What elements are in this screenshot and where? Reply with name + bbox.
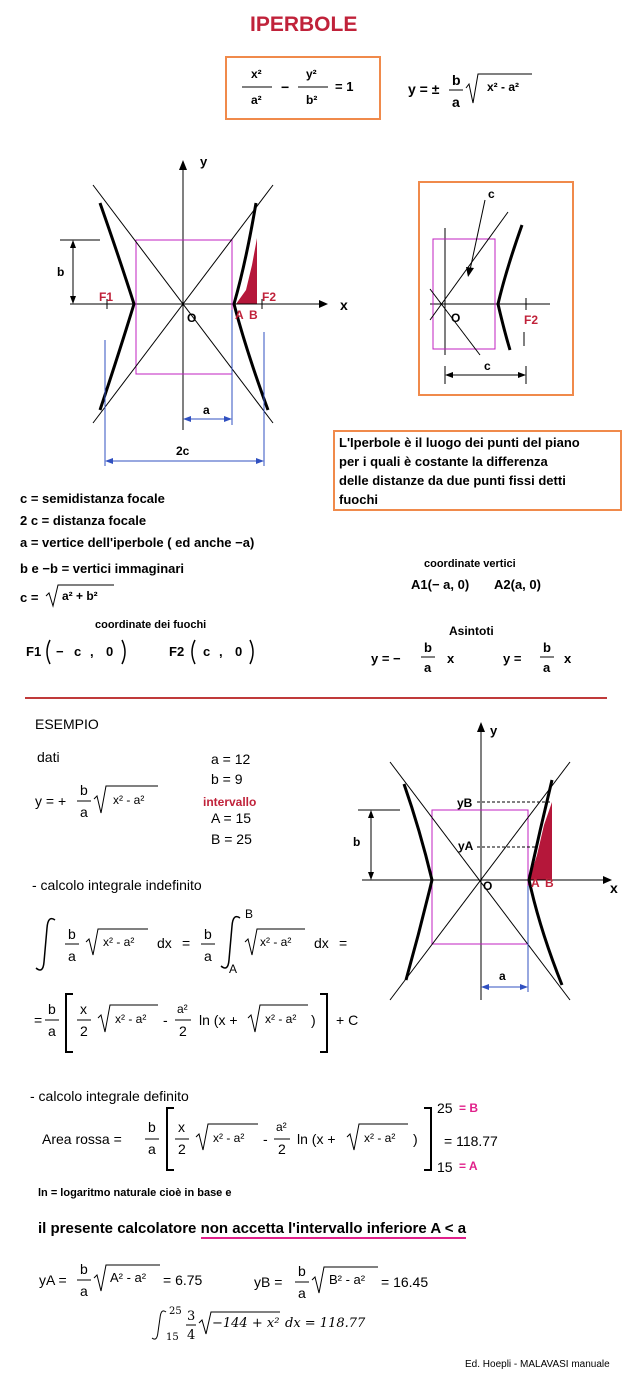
example-frac-a: a: [80, 804, 88, 820]
credit: Ed. Hoepli - MALAVASI manuale: [465, 1359, 610, 1370]
area-frac-a: a: [148, 1141, 156, 1157]
area-frac-b: b: [148, 1119, 156, 1135]
esempio-title: ESEMPIO: [35, 716, 99, 732]
asintoti-title: Asintoti: [449, 624, 494, 638]
check-lower: 15: [166, 1332, 179, 1343]
area-a2: a²: [276, 1120, 287, 1134]
yb-value: = 16.45: [381, 1274, 429, 1290]
area-2: 2: [178, 1141, 186, 1157]
primitive-eq: =: [34, 1012, 43, 1028]
focus-f2-c: c: [203, 644, 211, 659]
area-ln: ln (x +: [297, 1131, 336, 1147]
ya-frac-b: b: [80, 1261, 88, 1277]
indef-frac2-b: b: [204, 926, 212, 942]
fig3-ya-label: yA: [458, 839, 474, 853]
frac-b: b: [452, 72, 461, 88]
def-title: - calcolo integrale definito: [30, 1088, 189, 1104]
fig3-x-label: x: [610, 880, 618, 896]
asymptote-2-b: b: [543, 640, 551, 655]
y-pm: y = ±: [408, 81, 440, 97]
area-minus: -: [263, 1131, 268, 1147]
definition-line-4: fuochi: [339, 492, 378, 507]
A-value: A = 15: [211, 810, 252, 826]
indef-root: x² - a²: [103, 935, 135, 949]
fig3-a-point: A: [531, 876, 540, 890]
indef-lower-A: A: [229, 962, 238, 976]
lower-limit-label: = A: [459, 1159, 478, 1173]
primitive-frac-a: a: [48, 1023, 56, 1039]
indef-frac2-a: a: [204, 948, 212, 964]
fig3-origin: O: [483, 879, 493, 893]
fuochi-title: coordinate dei fuochi: [95, 619, 207, 631]
asymptote-2-x: x: [564, 651, 572, 666]
focus-f1-comma: ,: [90, 644, 94, 659]
vertici-title: coordinate vertici: [424, 558, 516, 570]
asymptote-1-x: x: [447, 651, 455, 666]
indef-eq2: =: [339, 935, 348, 951]
fig3-a-dim: a: [499, 969, 506, 983]
def-c: c = semidistanza focale: [20, 491, 165, 506]
fig1-a-dim: a: [203, 403, 210, 417]
lower-limit: 15: [437, 1159, 453, 1175]
frac-b2: b²: [306, 93, 318, 107]
definition-line-1: L'Iperbole è il luogo dei punti del piano: [339, 435, 580, 450]
primitive-paren: ): [311, 1012, 316, 1028]
asymptote-2-lhs: y =: [503, 651, 522, 666]
a-value: a = 12: [211, 751, 251, 767]
area-result: = 118.77: [444, 1133, 498, 1149]
asymptote-1-a: a: [424, 660, 432, 675]
primitive-2: 2: [80, 1023, 88, 1039]
primitive-plus-c: + C: [336, 1012, 359, 1028]
primitive-ln: ln (x +: [199, 1012, 238, 1028]
indef-dx: dx: [157, 935, 172, 951]
frac-a: a: [452, 94, 460, 110]
fig1-origin-label: O: [187, 311, 197, 325]
yb-root: B² - a²: [329, 1272, 366, 1287]
def-c-eq: c =: [20, 590, 39, 605]
ya-value: = 6.75: [163, 1272, 203, 1288]
fig3-b-point: B: [545, 876, 554, 890]
area-paren: ): [413, 1131, 418, 1147]
primitive-x: x: [80, 1001, 87, 1017]
fig1-a-point: A: [235, 308, 244, 322]
primitive-a2: a²: [177, 1002, 188, 1016]
indef-title: - calcolo integrale indefinito: [32, 877, 202, 893]
ln-note: ln = logaritmo naturale cioè in base e: [38, 1187, 232, 1199]
fig2-f2: F2: [524, 313, 539, 327]
primitive-frac-b: b: [48, 1001, 56, 1017]
fig1-b-point: B: [249, 308, 258, 322]
indef-eq: =: [182, 935, 191, 951]
ya-frac-a: a: [80, 1283, 88, 1299]
indef-frac-b: b: [68, 926, 76, 942]
B-value: B = 25: [211, 831, 252, 847]
area-2b: 2: [278, 1141, 286, 1157]
indef-upper-B: B: [245, 907, 254, 921]
primitive-2b: 2: [179, 1023, 187, 1039]
def-b: b e −b = vertici immaginari: [20, 561, 185, 576]
fig1-f1-label: F1: [99, 290, 114, 304]
fig1-x-label: x: [340, 297, 348, 313]
focus-f1-minus: −: [56, 644, 64, 659]
fig2-origin: O: [451, 311, 461, 325]
frac-y2: y²: [306, 67, 317, 81]
vertex-a2: A2(a, 0): [494, 577, 541, 592]
frac-a2: a²: [251, 93, 262, 107]
def-2c: 2 c = distanza focale: [20, 513, 147, 528]
asymptote-2-a: a: [543, 660, 551, 675]
area-x: x: [178, 1119, 185, 1135]
indef-root2: x² - a²: [260, 935, 292, 949]
minus-sign: −: [281, 79, 290, 95]
yb-label: yB =: [254, 1274, 283, 1290]
indef-frac-a: a: [68, 948, 76, 964]
check-root: −144 + x²: [212, 1316, 280, 1331]
definition-line-2: per i quali è costante la differenza: [339, 454, 548, 469]
fig3-b-label: b: [353, 835, 361, 849]
focus-f1-c: c: [74, 644, 82, 659]
b-value: b = 9: [211, 771, 243, 787]
check-result: dx = 118.77: [285, 1316, 366, 1331]
eq-one: = 1: [335, 79, 354, 94]
example-frac-b: b: [80, 782, 88, 798]
asymptote-1-lhs: y = −: [371, 651, 401, 666]
fig3-y-label: y: [490, 723, 498, 738]
fig2-c-top: c: [488, 187, 495, 201]
focus-f2-label: F2: [169, 644, 185, 659]
vertex-a1: A1(− a, 0): [411, 577, 470, 592]
def-a: a = vertice dell'iperbole ( ed anche −a): [20, 535, 255, 550]
yb-frac-a: a: [298, 1285, 306, 1301]
focus-f1-label: F1: [26, 644, 42, 659]
yb-frac-b: b: [298, 1263, 306, 1279]
fig2-c-bottom: c: [484, 359, 491, 373]
ya-root: A² - a²: [110, 1270, 147, 1285]
definition-line-3: delle distanze da due punti fissi detti: [339, 473, 566, 488]
calculator-note: il presente calcolatore non accetta l'intervallo inferiore A < a: [38, 1220, 467, 1237]
intervallo-label: intervallo: [203, 795, 257, 809]
area-root2: x² - a²: [364, 1131, 396, 1145]
example-root: x² - a²: [113, 793, 145, 807]
dati-label: dati: [37, 749, 60, 765]
focus-f2-comma: ,: [219, 644, 223, 659]
page-title: IPERBOLE: [250, 13, 358, 36]
area-root: x² - a²: [213, 1131, 245, 1145]
ya-label: yA =: [39, 1272, 67, 1288]
fig1-b-label: b: [57, 265, 65, 279]
primitive-root2: x² - a²: [265, 1012, 297, 1026]
check-upper: 25: [169, 1306, 182, 1317]
upper-limit: 25: [437, 1100, 453, 1116]
indef-dx2: dx: [314, 935, 329, 951]
fig1-y-label: y: [200, 154, 208, 169]
def-c-root: a² + b²: [62, 589, 98, 603]
primitive-minus: -: [163, 1012, 168, 1028]
primitive-root: x² - a²: [115, 1012, 147, 1026]
focus-f2-zero: 0: [235, 644, 243, 659]
check-num: 3: [187, 1309, 196, 1324]
fig3-yb-label: yB: [457, 796, 473, 810]
root-x2a2: x² - a²: [487, 80, 520, 94]
fig1-2c-dim: 2c: [176, 444, 190, 458]
fig1-f2-label: F2: [262, 290, 277, 304]
example-y-plus: y = +: [35, 793, 67, 809]
upper-limit-label: = B: [459, 1101, 479, 1115]
frac-x2: x²: [251, 67, 262, 81]
check-den: 4: [187, 1328, 196, 1343]
asymptote-1-b: b: [424, 640, 432, 655]
area-label: Area rossa =: [42, 1131, 122, 1147]
focus-f1-zero: 0: [106, 644, 114, 659]
